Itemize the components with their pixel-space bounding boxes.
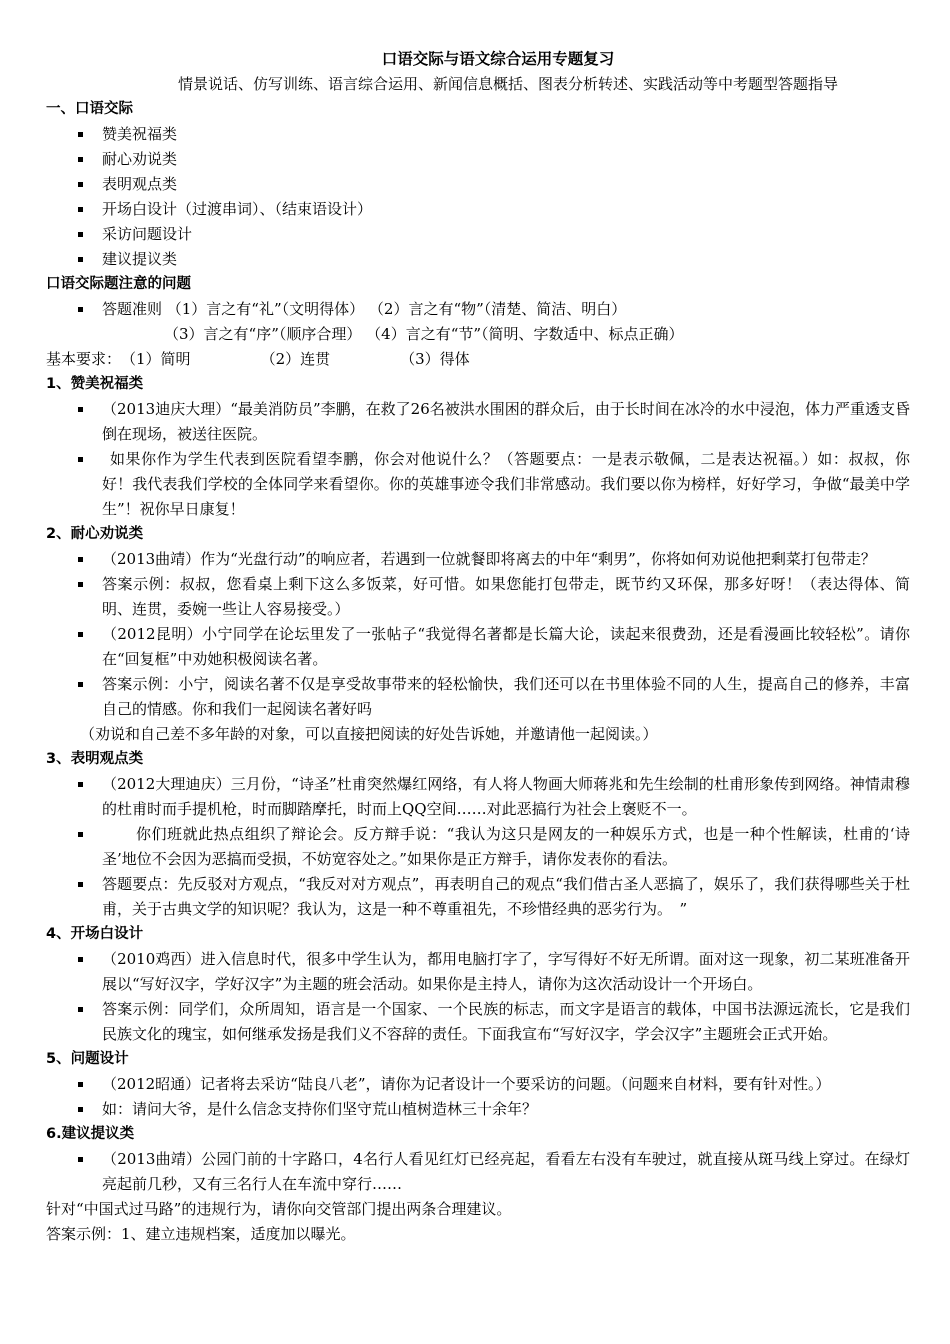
persuade-note: （劝说和自己差不多年龄的对象，可以直接把阅读的好处告诉她，并邀请他一起阅读。） (80, 725, 658, 743)
list-item: 开场白设计（过渡串词）、（结束语设计） (46, 197, 910, 222)
req-3: （3）得体 (400, 350, 470, 368)
section-heading-oral: 一、口语交际 (46, 101, 133, 117)
list-item: 答案示例：小宁，阅读名著不仅是享受故事带来的轻松愉快，我们还可以在书里体验不同的人生，提高自己的修养，丰富自己的情感。你和我们一起阅读名著好吗 (46, 672, 910, 722)
list-item: 答题准则 （1）言之有“礼”（文明得体） （2）言之有“物”（清楚、简洁、明白） (46, 297, 910, 322)
list-item: （2012昭通）记者将去采访“陆良八老”，请你为记者设计一个要采访的问题。（问题来自材料，要有针对性。） (46, 1072, 910, 1097)
section-heading-opening: 4、开场白设计 (46, 926, 144, 942)
list-item: 如果你作为学生代表到医院看望李鹏，你会对他说什么？（答题要点：一是表示敬佩，二是表达祝福。）如：叔叔，你好！我代表我们学校的全体同学来看望你。你的英雄事迹令我们非常感动。我们要以你为榜样，好好学习，争做“最美中学生”！祝你早日康复！ (46, 447, 910, 522)
list-item: （2013曲靖）公园门前的十字路口，4名行人看见红灯已经亮起，看看左右没有车驶过，就直接从斑马线上穿过。在绿灯亮起前几秒，又有三名行人在车流中穿行…… (46, 1147, 910, 1197)
list-item: （2012大理迪庆）三月份，“诗圣”杜甫突然爆红网络，有人将人物画大师蒋兆和先生绘制的杜甫形象传到网络。神情肃穆的杜甫时而手提机枪，时而脚踏摩托，时而上QQ空间……对此恶搞行为社会上褒贬不一。 (46, 772, 910, 822)
req-1: （1）简明 (121, 350, 191, 368)
list-item: 耐心劝说类 (46, 147, 910, 172)
list-item: （2013曲靖）作为“光盘行动”的响应者，若遇到一位就餐即将离去的中年“剩男”，你将如何劝说他把剩菜打包带走？ (46, 547, 910, 572)
opening-list (46, 947, 910, 1047)
section-heading-notes: 口语交际题注意的问题 (46, 276, 191, 292)
suggestion-answer: 答案示例：1、建立违规档案，适度加以曝光。 (46, 1225, 356, 1243)
section-heading-question: 5、问题设计 (46, 1051, 129, 1067)
document-title: 口语交际与语文综合运用专题复习 (381, 49, 615, 68)
section-heading-suggestion: 6.建议提议类 (46, 1126, 135, 1142)
list-item: 采访问题设计 (46, 222, 910, 247)
section-heading-praise: 1、赞美祝福类 (46, 376, 144, 392)
list-item: 你们班就此热点组织了辩论会。反方辩手说：“我认为这只是网友的一种娱乐方式，也是一种个性解读，杜甫的‘诗圣’地位不会因为恶搞而受损，不妨宽容处之。”如果你是正方辩手，请你发表你的看法。 (46, 822, 910, 872)
req-label: 基本要求： (46, 350, 122, 368)
oral-type-list (46, 122, 910, 272)
section-heading-persuade: 2、耐心劝说类 (46, 526, 144, 542)
notes-line-2: （3）言之有“序”（顺序合理） （4）言之有“节”（简明、字数适中、标点正确） (164, 325, 684, 343)
list-item: 如：请问大爷，是什么信念支持你们坚守荒山植树造林三十余年？ (46, 1097, 910, 1122)
basic-requirements (46, 347, 910, 372)
list-item: （2012昆明）小宁同学在论坛里发了一张帖子“我觉得名著都是长篇大论，读起来很费劲，还是看漫画比较轻松”。请你在“回复框”中劝她积极阅读名著。 (46, 622, 910, 672)
list-item: 答题要点：先反驳对方观点，“我反对对方观点”，再表明自己的观点“我们借古圣人恶搞了，娱乐了，我们获得哪些关于杜甫，关于古典文学的知识呢？我认为，这是一种不尊重祖先，不珍惜经典的恶劣行为。 ” (46, 872, 910, 922)
list-item: 表明观点类 (46, 172, 910, 197)
notes-list (46, 297, 910, 322)
praise-list (46, 397, 910, 522)
list-item: 答案示例：叔叔，您看桌上剩下这么多饭菜，好可惜。如果您能打包带走，既节约又环保，那多好呀！（表达得体、简明、连贯，委婉一些让人容易接受。） (46, 572, 910, 622)
persuade-list (46, 547, 910, 722)
req-2: （2）连贯 (260, 350, 331, 368)
list-item: 赞美祝福类 (46, 122, 910, 147)
suggestion-prompt: 针对“中国式过马路”的违规行为，请你向交管部门提出两条合理建议。 (46, 1200, 512, 1218)
question-list (46, 1072, 910, 1122)
list-item: 答案示例：同学们，众所周知，语言是一个国家、一个民族的标志，而文字是语言的载体，中国书法源远流长，它是我们民族文化的瑰宝，如何继承发扬是我们义不容辞的责任。下面我宣布“写好汉字，学会汉字”主题班会正式开始。 (46, 997, 910, 1047)
section-heading-opinion: 3、表明观点类 (46, 751, 144, 767)
list-item: （2013迪庆大理）“最美消防员”李鹏，在救了26名被洪水围困的群众后，由于长时间在冰冷的水中浸泡，体力严重透支昏倒在现场，被送往医院。 (46, 397, 910, 447)
document-subtitle: 情景说话、仿写训练、语言综合运用、新闻信息概括、图表分析转述、实践活动等中考题型答题指导 (177, 75, 838, 93)
opinion-list (46, 772, 910, 922)
list-item: （2010鸡西）进入信息时代，很多中学生认为，都用电脑打字了，字写得好不好无所谓。面对这一现象，初二某班准备开展以“写好汉字，学好汉字”为主题的班会活动。如果你是主持人，请你为这次活动设计一个开场白。 (46, 947, 910, 997)
list-item: 建议提议类 (46, 247, 910, 272)
suggestion-list (46, 1147, 910, 1197)
